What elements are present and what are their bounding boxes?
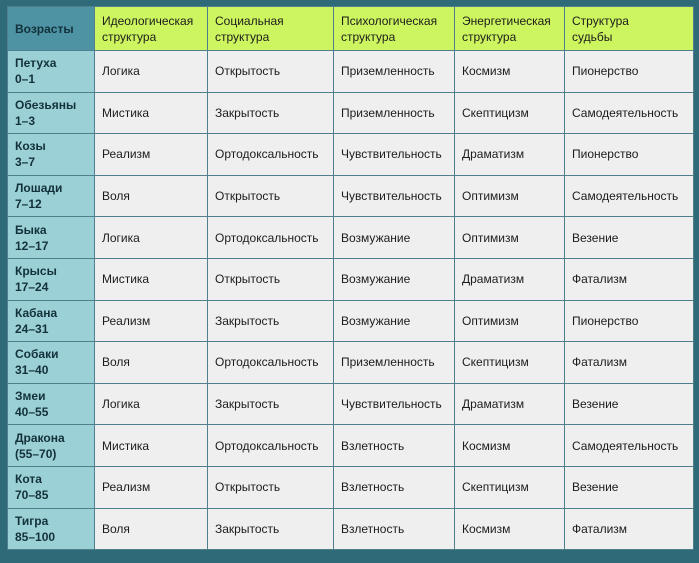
age-animal: Кота — [15, 472, 42, 487]
table-cell: Воля — [95, 342, 208, 384]
age-animal: Обезьяны — [15, 97, 77, 112]
table-cell: Ортодоксальность — [208, 425, 334, 467]
age-animal: Лошади — [15, 181, 63, 196]
table-cell: Оптимизм — [455, 300, 565, 342]
age-cell — [8, 217, 95, 259]
table-cell: Приземленность — [334, 92, 455, 134]
table-row — [8, 508, 694, 550]
age-animal: Дракона — [15, 430, 65, 445]
age-range: 40–55 — [15, 405, 49, 420]
column-header-line: Идеологическая — [102, 13, 194, 28]
ages-structure-table — [7, 6, 694, 550]
table-cell: Самодеятельность — [565, 175, 694, 217]
table-cell: Возмужание — [334, 258, 455, 300]
table-cell: Оптимизм — [455, 217, 565, 259]
table-cell: Фатализм — [565, 508, 694, 550]
age-animal: Тигра — [15, 513, 49, 528]
table-row — [8, 342, 694, 384]
age-animal: Змеи — [15, 389, 46, 404]
table-row — [8, 175, 694, 217]
age-range: 12–17 — [15, 238, 49, 253]
table-cell: Скептицизм — [455, 342, 565, 384]
table-cell: Космизм — [455, 425, 565, 467]
table-cell: Ортодоксальность — [208, 342, 334, 384]
age-animal: Козы — [15, 139, 46, 154]
table-cell: Закрытость — [208, 300, 334, 342]
table-cell: Открытость — [208, 175, 334, 217]
column-header — [334, 7, 455, 51]
column-header-line: структура — [102, 29, 157, 44]
table-cell: Оптимизм — [455, 175, 565, 217]
header-row — [8, 7, 694, 51]
table-cell: Открытость — [208, 466, 334, 508]
table-frame — [7, 6, 693, 549]
age-animal: Собаки — [15, 347, 59, 362]
table-cell: Скептицизм — [455, 92, 565, 134]
table-cell: Взлетность — [334, 466, 455, 508]
table-cell: Космизм — [455, 508, 565, 550]
table-cell: Возмужание — [334, 217, 455, 259]
age-range: 1–3 — [15, 113, 36, 128]
table-cell: Мистика — [95, 92, 208, 134]
table-row — [8, 258, 694, 300]
column-header-line: Энергетическая — [462, 13, 551, 28]
table-row — [8, 217, 694, 259]
age-range: 31–40 — [15, 363, 49, 378]
table-cell: Логика — [95, 383, 208, 425]
age-cell — [8, 92, 95, 134]
table-row — [8, 92, 694, 134]
table-cell: Драматизм — [455, 258, 565, 300]
age-range: 0–1 — [15, 72, 36, 87]
table-cell: Чувствительность — [334, 175, 455, 217]
header-corner: Возрасты — [8, 7, 95, 51]
table-cell: Закрытость — [208, 383, 334, 425]
column-header-line: судьбы — [572, 29, 613, 44]
table-cell: Реализм — [95, 134, 208, 176]
age-animal: Кабана — [15, 305, 58, 320]
age-cell — [8, 258, 95, 300]
age-cell — [8, 134, 95, 176]
table-cell: Фатализм — [565, 342, 694, 384]
table-cell: Логика — [95, 51, 208, 93]
age-range: 3–7 — [15, 155, 36, 170]
age-cell — [8, 425, 95, 467]
table-row — [8, 300, 694, 342]
age-animal: Крысы — [15, 264, 57, 279]
table-cell: Пионерство — [565, 51, 694, 93]
age-cell — [8, 508, 95, 550]
table-cell: Взлетность — [334, 508, 455, 550]
column-header-line: Социальная — [215, 13, 284, 28]
table-cell: Пионерство — [565, 300, 694, 342]
table-cell: Ортодоксальность — [208, 134, 334, 176]
age-range: 70–85 — [15, 488, 49, 503]
age-range: 24–31 — [15, 321, 49, 336]
table-cell: Логика — [95, 217, 208, 259]
table-cell: Драматизм — [455, 134, 565, 176]
table-row — [8, 466, 694, 508]
table-cell: Самодеятельность — [565, 92, 694, 134]
table-cell: Везение — [565, 466, 694, 508]
table-cell: Открытость — [208, 258, 334, 300]
column-header — [455, 7, 565, 51]
table-cell: Возмужание — [334, 300, 455, 342]
age-animal: Петуха — [15, 56, 57, 71]
table-row — [8, 383, 694, 425]
table-cell: Реализм — [95, 466, 208, 508]
table-cell: Везение — [565, 217, 694, 259]
table-cell: Драматизм — [455, 383, 565, 425]
table-cell: Воля — [95, 508, 208, 550]
table-row — [8, 51, 694, 93]
table-cell: Чувствительность — [334, 134, 455, 176]
table-cell: Фатализм — [565, 258, 694, 300]
age-cell — [8, 466, 95, 508]
column-header — [208, 7, 334, 51]
column-header-line: структура — [341, 29, 396, 44]
age-animal: Быка — [15, 222, 47, 237]
age-cell — [8, 51, 95, 93]
column-header — [95, 7, 208, 51]
table-cell: Взлетность — [334, 425, 455, 467]
column-header-line: структура — [215, 29, 270, 44]
table-cell: Космизм — [455, 51, 565, 93]
column-header-line: Психологическая — [341, 13, 438, 28]
table-cell: Закрытость — [208, 508, 334, 550]
table-cell: Приземленность — [334, 51, 455, 93]
table-cell: Чувствительность — [334, 383, 455, 425]
table-cell: Закрытость — [208, 92, 334, 134]
table-row — [8, 425, 694, 467]
age-cell — [8, 383, 95, 425]
column-header-line: Структура — [572, 13, 629, 28]
age-range: 7–12 — [15, 197, 42, 212]
table-cell: Пионерство — [565, 134, 694, 176]
table-cell: Приземленность — [334, 342, 455, 384]
table-cell: Скептицизм — [455, 466, 565, 508]
table-cell: Мистика — [95, 258, 208, 300]
age-cell — [8, 342, 95, 384]
age-range: (55–70) — [15, 446, 57, 461]
table-cell: Мистика — [95, 425, 208, 467]
column-header-line: структура — [462, 29, 517, 44]
table-cell: Самодеятельность — [565, 425, 694, 467]
table-cell: Реализм — [95, 300, 208, 342]
table-cell: Ортодоксальность — [208, 217, 334, 259]
age-range: 85–100 — [15, 529, 56, 544]
table-cell: Открытость — [208, 51, 334, 93]
table-cell: Воля — [95, 175, 208, 217]
table-cell: Везение — [565, 383, 694, 425]
table-row — [8, 134, 694, 176]
column-header — [565, 7, 694, 51]
age-range: 17–24 — [15, 280, 49, 295]
age-cell — [8, 175, 95, 217]
age-cell — [8, 300, 95, 342]
